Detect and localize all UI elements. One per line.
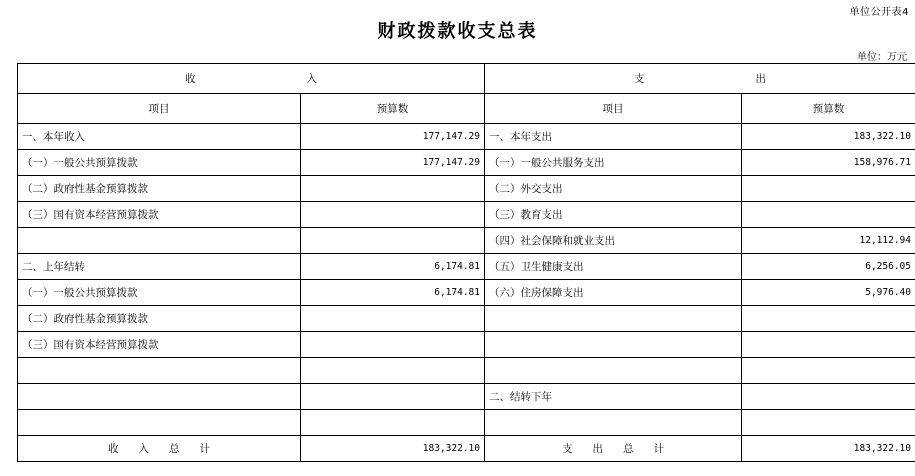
- income-item-cell: [18, 228, 301, 254]
- income-item-cell: [18, 384, 301, 410]
- income-amount-cell: [301, 410, 485, 436]
- income-item-cell: 一、本年收入: [18, 124, 301, 150]
- expense-amount-cell: [742, 202, 915, 228]
- income-section-header: 收 入: [18, 64, 485, 94]
- income-item-header: 项目: [18, 94, 301, 124]
- expense-amount-cell: 6,256.05: [742, 254, 915, 280]
- expense-amount-cell: 158,976.71: [742, 150, 915, 176]
- table-row: [18, 228, 915, 254]
- expense-amount-cell: [742, 358, 915, 384]
- expense-item-cell: （三）教育支出: [485, 202, 742, 228]
- income-amount-cell: 177,147.29: [301, 150, 485, 176]
- income-total-amount: 183,322.10: [301, 436, 485, 462]
- income-item-cell: [18, 358, 301, 384]
- income-amount-cell: [301, 384, 485, 410]
- totals-row: [18, 436, 915, 462]
- column-header-row: [18, 94, 915, 124]
- expense-amount-cell: [742, 410, 915, 436]
- income-item-cell: （三）国有资本经营预算拨款: [18, 332, 301, 358]
- expense-total-amount: 183,322.10: [742, 436, 915, 462]
- income-amount-cell: 177,147.29: [301, 124, 485, 150]
- table-row: [18, 176, 915, 202]
- income-item-cell: （一）一般公共预算拨款: [18, 280, 301, 306]
- table-row: [18, 410, 915, 436]
- income-amount-cell: [301, 306, 485, 332]
- income-item-cell: （二）政府性基金预算拨款: [18, 176, 301, 202]
- income-total-label: 收入总计: [18, 436, 301, 462]
- income-item-cell: （三）国有资本经营预算拨款: [18, 202, 301, 228]
- income-item-cell: [18, 410, 301, 436]
- income-amount-cell: [301, 332, 485, 358]
- expense-item-cell: [485, 410, 742, 436]
- table-row: [18, 384, 915, 410]
- expense-item-cell: 二、结转下年: [485, 384, 742, 410]
- expense-amount-header: 预算数: [742, 94, 915, 124]
- expense-amount-cell: [742, 306, 915, 332]
- table-row: [18, 124, 915, 150]
- expense-item-cell: （五）卫生健康支出: [485, 254, 742, 280]
- table-row: [18, 150, 915, 176]
- income-amount-header: 预算数: [301, 94, 485, 124]
- table-row: [18, 202, 915, 228]
- income-amount-cell: [301, 358, 485, 384]
- table-row: [18, 254, 915, 280]
- table-row: [18, 332, 915, 358]
- expense-item-cell: （四）社会保障和就业支出: [485, 228, 742, 254]
- expense-amount-cell: [742, 384, 915, 410]
- expense-item-header: 项目: [485, 94, 742, 124]
- expense-amount-cell: [742, 332, 915, 358]
- form-number: 单位公开表4: [849, 7, 909, 18]
- table-row: [18, 280, 915, 306]
- expense-item-cell: [485, 306, 742, 332]
- income-item-cell: 二、上年结转: [18, 254, 301, 280]
- page-title: 财政拨款收支总表: [377, 21, 538, 42]
- expense-amount-cell: [742, 176, 915, 202]
- expense-amount-cell: 183,322.10: [742, 124, 915, 150]
- income-amount-cell: [301, 228, 485, 254]
- expense-item-cell: [485, 332, 742, 358]
- income-amount-cell: [301, 176, 485, 202]
- budget-summary-table: [17, 63, 915, 462]
- income-item-cell: （一）一般公共预算拨款: [18, 150, 301, 176]
- expense-item-cell: （六）住房保障支出: [485, 280, 742, 306]
- income-item-cell: （二）政府性基金预算拨款: [18, 306, 301, 332]
- expense-section-header: 支 出: [485, 64, 915, 94]
- expense-item-cell: 一、本年支出: [485, 124, 742, 150]
- table-row: [18, 358, 915, 384]
- expense-amount-cell: 5,976.40: [742, 280, 915, 306]
- expense-item-cell: [485, 358, 742, 384]
- expense-total-label: 支出总计: [485, 436, 742, 462]
- expense-item-cell: （一）一般公共服务支出: [485, 150, 742, 176]
- section-header-row: [18, 64, 915, 94]
- expense-item-cell: （二）外交支出: [485, 176, 742, 202]
- income-amount-cell: [301, 202, 485, 228]
- unit-label: 单位：万元: [857, 52, 907, 63]
- expense-amount-cell: 12,112.94: [742, 228, 915, 254]
- income-amount-cell: 6,174.81: [301, 280, 485, 306]
- income-amount-cell: 6,174.81: [301, 254, 485, 280]
- table-row: [18, 306, 915, 332]
